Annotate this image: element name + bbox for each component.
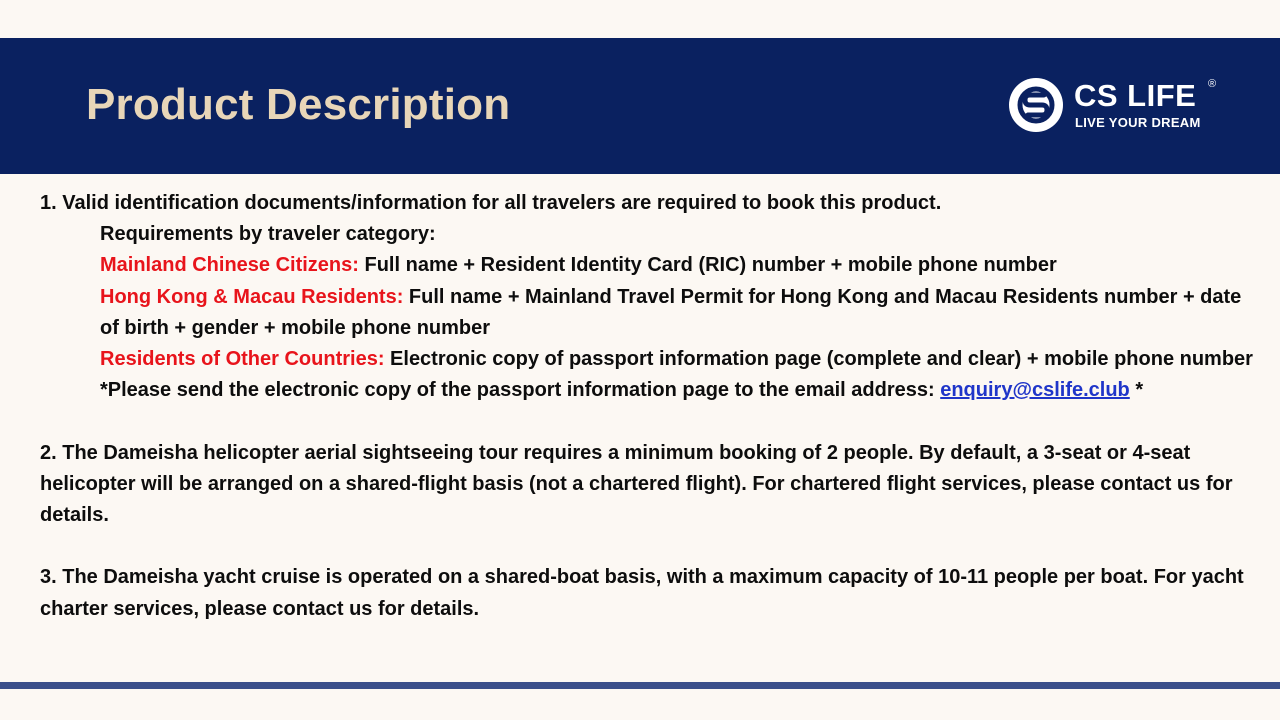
footer-bar	[0, 682, 1280, 689]
category-text: Electronic copy of passport information page (complete and clear) + mobile phone number	[384, 348, 1253, 371]
logo-name: CS LIFE	[1074, 78, 1197, 113]
cs-life-logo-icon	[1008, 77, 1064, 133]
category-hk-macau	[40, 282, 1255, 344]
note-prefix: *Please send the electronic copy of the passport information page to the email address:	[100, 379, 941, 402]
registered-mark: ®	[1208, 78, 1217, 90]
email-link[interactable]: enquiry@cslife.club	[940, 379, 1130, 402]
section-1-heading: 1. Valid identification documents/information for all travelers are required to book this product.	[40, 192, 942, 214]
category-text: Full name + Mainland Travel Permit for Hong Kong and Macau Residents number + date of birth + gender + mobile phone number	[100, 285, 1242, 339]
spacer	[40, 531, 1255, 562]
page-title: Product Description	[86, 80, 511, 129]
category-text: Full name + Resident Identity Card (RIC) number + mobile phone number	[358, 254, 1057, 277]
spacer	[40, 406, 1255, 437]
category-mainland	[40, 250, 1255, 281]
passport-email-note	[40, 375, 1255, 406]
section-3-yacht: 3. The Dameisha yacht cruise is operated on a shared-boat basis, with a maximum capacity of 10-11 people per boat. For yacht charter services, please contact us for details.	[40, 566, 1244, 620]
brand-logo	[1008, 76, 1228, 136]
logo-tagline: LIVE YOUR DREAM	[1075, 115, 1201, 130]
description-content	[40, 188, 1255, 625]
category-other-countries	[40, 344, 1255, 375]
section-2-helicopter: 2. The Dameisha helicopter aerial sightseeing tour requires a minimum booking of 2 people. By default, a 3-seat or 4-seat helicopter will be arranged on a shared-flight basis (not a chartered flight). For chartered flight services, please contact us for details.	[40, 441, 1233, 527]
requirements-subheading: Requirements by traveler category:	[100, 223, 436, 246]
category-label: Residents of Other Countries:	[100, 348, 385, 371]
note-suffix: *	[1129, 379, 1144, 402]
category-label: Mainland Chinese Citizens:	[100, 254, 359, 277]
category-label: Hong Kong & Macau Residents:	[100, 285, 404, 308]
